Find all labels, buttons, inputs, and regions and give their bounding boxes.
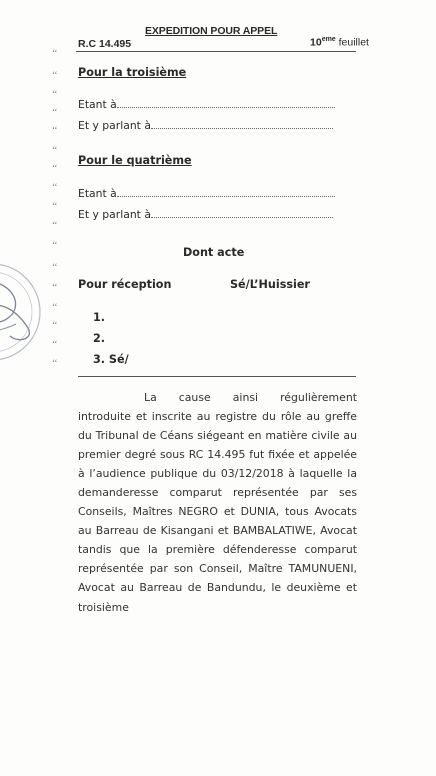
fill-in-dotted-line: [151, 119, 333, 129]
body-paragraph: [78, 388, 357, 617]
document-title: EXPEDITION POUR APPEL: [145, 25, 278, 37]
margin-mark: ‘‘: [52, 182, 58, 192]
margin-mark: ‘‘: [52, 163, 58, 173]
numbered-item-2: 2.: [93, 332, 106, 345]
margin-mark: ‘‘: [52, 220, 58, 230]
header-rule: [76, 51, 356, 52]
parlant-label: Et y parlant à: [78, 119, 151, 132]
dont-acte-text: Dont acte: [183, 246, 245, 259]
sheet-word: feuillet: [338, 36, 369, 49]
margin-mark: ‘‘: [52, 70, 58, 80]
margin-mark: ‘‘: [52, 302, 58, 312]
margin-mark: ‘‘: [52, 358, 58, 368]
paragraph-text: La cause ainsi régulièrement introduite et inscrite au registre du rôle au greffe du Tribunal de Céans siégeant en matière civile au premier degré sous RC 14.495 fut fixée et appelée à l’audience publique du 03/12/2018 à laquelle la demanderesse comparut représentée par ses Conseils, Maîtres NEGRO et DUNIA, tous Avocats au Barreau de Kisangani et BAMBALATIWE, Avocat tandis que la première défenderesse comparut représentée par son Conseil, Maître TAMUNUENI, Avocat au Barreau de Bandundu, le deuxième et troisième: [78, 391, 357, 614]
margin-mark: ‘‘: [52, 320, 58, 330]
etant-line-quatrieme: [78, 187, 335, 200]
margin-mark: ‘‘: [52, 262, 58, 272]
margin-mark: ‘‘: [52, 48, 58, 58]
margin-mark: ‘‘: [52, 89, 58, 99]
etant-label: Etant à: [78, 187, 117, 200]
parlant-label: Et y parlant à: [78, 208, 151, 221]
margin-mark: ‘‘: [52, 125, 58, 135]
margin-mark: ‘‘: [52, 339, 58, 349]
margin-mark: ‘‘: [52, 107, 58, 117]
pour-reception-text: Pour réception: [78, 278, 172, 291]
margin-mark: ‘‘: [52, 240, 58, 250]
section-heading-troisieme: Pour la troisième: [78, 66, 187, 79]
fill-in-dotted-line: [151, 208, 333, 218]
fill-in-dotted-line: [117, 187, 335, 197]
margin-mark: ‘‘: [52, 282, 58, 292]
sheet-number-suffix: eme: [321, 36, 336, 43]
numbered-item-3: 3. Sé/: [93, 353, 129, 366]
sheet-number: [310, 36, 369, 49]
fill-in-dotted-line: [117, 98, 335, 108]
section-divider: [78, 376, 356, 377]
numbered-item-1: 1.: [93, 311, 106, 324]
official-stamp-seal: [0, 240, 48, 388]
parlant-line-quatrieme: [78, 208, 333, 221]
section-heading-quatrieme: Pour le quatrième: [78, 154, 192, 167]
margin-mark: ‘‘: [52, 201, 58, 211]
huissier-signature-text: Sé/L’Huissier: [230, 278, 310, 291]
margin-mark: ‘‘: [52, 145, 58, 155]
etant-label: Etant à: [78, 98, 117, 111]
parlant-line-troisieme: [78, 119, 333, 132]
etant-line-troisieme: [78, 98, 335, 111]
sheet-number-value: 10: [310, 36, 322, 49]
case-number: R.C 14.495: [78, 38, 132, 50]
